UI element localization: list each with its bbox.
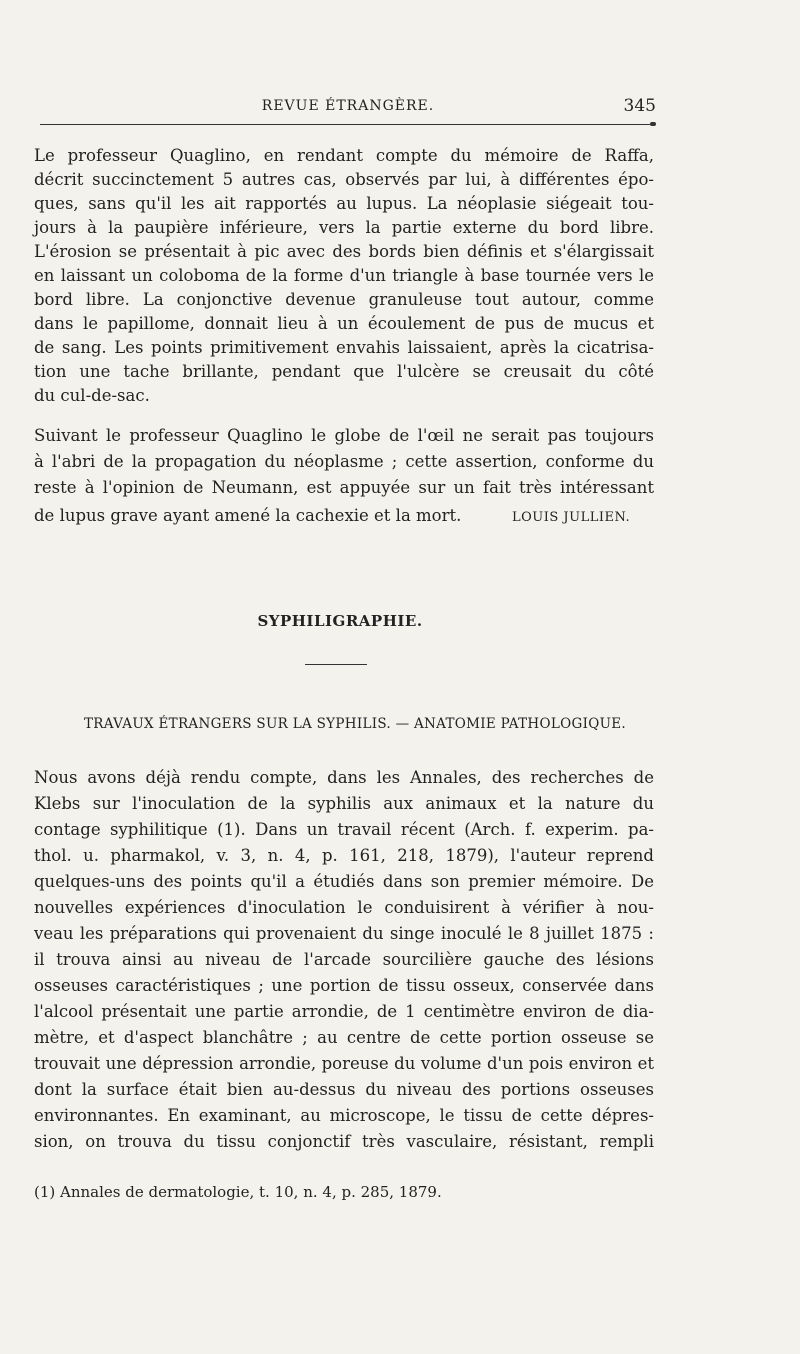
text-line: l'alcool présentait une partie arrondie, de 1 centimètre environ de dia-	[34, 1002, 654, 1021]
running-title: REVUE ÉTRANGÈRE.	[261, 98, 435, 114]
text-line: dans le papillome, donnait lieu à un écoulement de pus de mucus et	[34, 314, 654, 333]
text-line: mètre, et d'aspect blanchâtre ; au centre de cette portion osseuse se	[34, 1028, 654, 1047]
text-line: Klebs sur l'inoculation de la syphilis aux animaux et la nature du	[34, 794, 654, 813]
text-line: tion une tache brillante, pendant que l'ulcère se creusait du côté	[34, 362, 654, 381]
text-line: Nous avons déjà rendu compte, dans les Annales, des recherches de	[34, 768, 654, 787]
text-line: bord libre. La conjonctive devenue granuleuse tout autour, comme	[34, 290, 654, 309]
text-line: quelques-uns des points qu'il a étudiés dans son premier mémoire. De	[34, 872, 654, 891]
author-signature: LOUIS JULLIEN.	[512, 510, 631, 525]
text-line: de lupus grave ayant amené la cachexie et la mort.	[34, 506, 462, 525]
text-line: Suivant le professeur Quaglino le globe de l'œil ne serait pas toujours	[34, 426, 654, 445]
text-line: décrit succinctement 5 autres cas, observés par lui, à différentes épo-	[34, 170, 654, 189]
text-line: trouvait une dépression arrondie, poreuse du volume d'un pois environ et	[34, 1054, 654, 1073]
text-line: sion, on trouva du tissu conjonctif très vasculaire, résistant, rempli	[34, 1132, 654, 1151]
text-line: environnantes. En examinant, au microscope, le tissu de cette dépres-	[34, 1106, 654, 1125]
text-line: de sang. Les points primitivement envahis laissaient, après la cicatrisa-	[34, 338, 654, 357]
section-title: SYPHILIGRAPHIE.	[257, 612, 423, 630]
text-line: en laissant un coloboma de la forme d'un triangle à base tournée vers le	[34, 266, 654, 285]
text-line: à l'abri de la propagation du néoplasme ; cette assertion, conforme du	[34, 452, 654, 471]
text-line: du cul-de-sac.	[34, 386, 150, 405]
text-line: osseuses caractéristiques ; une portion de tissu osseux, conservée dans	[34, 976, 654, 995]
footnote: (1) Annales de dermatologie, t. 10, n. 4, p. 285, 1879.	[34, 1183, 442, 1201]
text-line: il trouva ainsi au niveau de l'arcade sourcilière gauche des lésions	[34, 950, 654, 969]
subheading: TRAVAUX ÉTRANGERS SUR LA SYPHILIS. — ANATOMIE PATHOLOGIQUE.	[84, 716, 626, 732]
text-line: nouvelles expériences d'inoculation le conduisirent à vérifier à nou-	[34, 898, 654, 917]
text-line: Le professeur Quaglino, en rendant compte du mémoire de Raffa,	[34, 146, 654, 165]
text-line: ques, sans qu'il les ait rapportés au lupus. La néoplasie siégeait tou-	[34, 194, 654, 213]
text-line: veau les préparations qui provenaient du singe inoculé le 8 juillet 1875 :	[34, 924, 654, 943]
text-line: thol. u. pharmakol, v. 3, n. 4, p. 161, 218, 1879), l'auteur reprend	[34, 846, 654, 865]
section-rule	[305, 664, 367, 665]
text-line: contage syphilitique (1). Dans un travail récent (Arch. f. experim. pa-	[34, 820, 654, 839]
page-header	[40, 96, 656, 118]
text-line: L'érosion se présentait à pic avec des bords bien définis et s'élargissait	[34, 242, 654, 261]
header-rule	[40, 124, 650, 125]
page-number: 345	[623, 96, 656, 116]
text-line: jours à la paupière inférieure, vers la partie externe du bord libre.	[34, 218, 654, 237]
text-line: reste à l'opinion de Neumann, est appuyée sur un fait très intéressant	[34, 478, 654, 497]
text-line: dont la surface était bien au-dessus du niveau des portions osseuses	[34, 1080, 654, 1099]
